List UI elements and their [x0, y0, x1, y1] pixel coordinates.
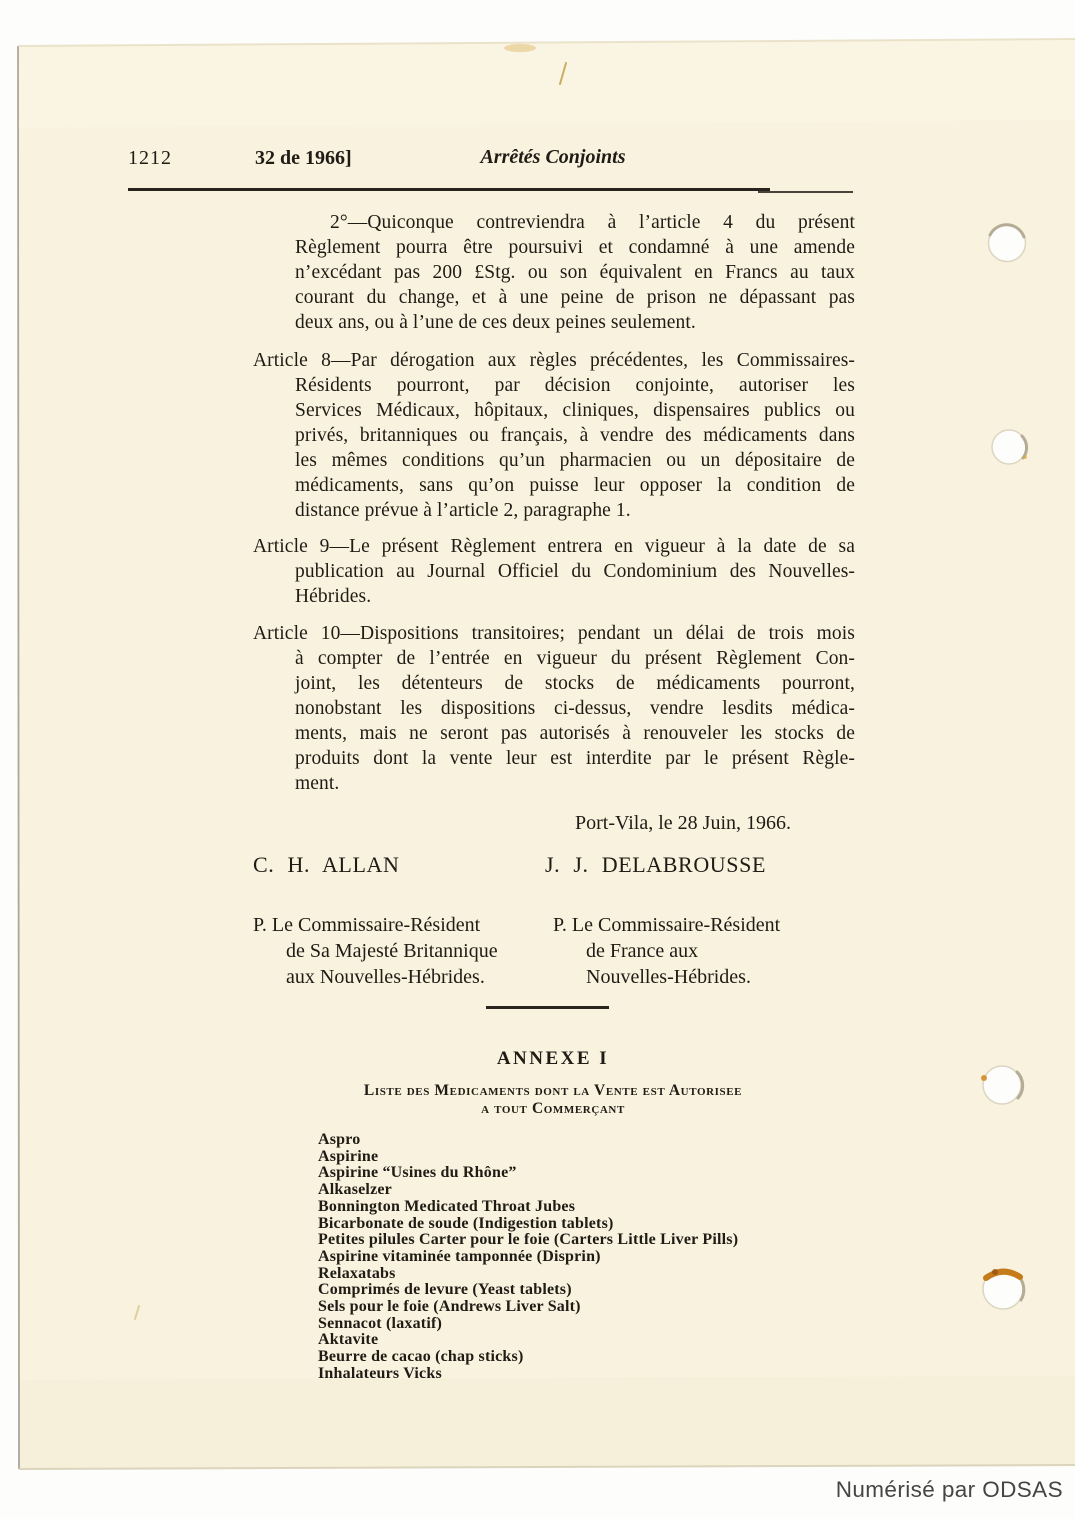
text-line: Article 10—Dispositions transitoires; pendant un délai de trois mois — [253, 623, 855, 644]
signatory-name-british: C. H. ALLAN — [253, 852, 400, 877]
text-line: deux ans, ou à l’une de ces deux peines seulement. — [295, 312, 696, 333]
signatory-title-british — [253, 912, 498, 990]
text-line: publication au Journal Officiel du Condominium des Nouvelles- — [295, 561, 855, 582]
text-line: P. Le Commissaire-Résident — [553, 914, 781, 936]
text-line: courant du change, et à une peine de prison ne dépassant pas — [295, 287, 855, 308]
text-line: aux Nouvelles-Hébrides. — [286, 966, 485, 988]
text-line: de Sa Majesté Britannique — [286, 940, 498, 962]
text-line: Beurre de cacao (chap sticks) — [318, 1348, 524, 1366]
medication-list — [318, 1132, 738, 1383]
text-line: Règlement pourra être poursuivi et condamné à une amende — [295, 237, 855, 258]
text-line: ments, mais ne seront pas autorisés à renouveler les stocks de — [295, 723, 855, 744]
text-line: Article 9—Le présent Règlement entrera en vigueur à la date de sa — [253, 536, 855, 557]
header-rule-tail — [758, 191, 853, 193]
text-line: Sels pour le foie (Andrews Liver Salt) — [318, 1298, 581, 1316]
header-rule — [128, 188, 770, 191]
text-line: ment. — [295, 773, 340, 794]
text-line: Aspirine “Usines du Rhône” — [318, 1164, 517, 1182]
annexe-heading: ANNEXE I — [496, 1048, 610, 1069]
text-line: Aspirine vitaminée tamponnée (Disprin) — [318, 1247, 601, 1265]
page-number: 1212 — [128, 147, 172, 169]
digitization-watermark: Numérisé par ODSAS — [835, 1477, 1063, 1502]
article-10-paragraph — [253, 621, 855, 796]
text-line: Inhalateurs Vicks — [318, 1364, 442, 1382]
text-line: privés, britanniques ou français, à vendre des médicaments dans — [295, 425, 855, 446]
text-line: médicaments, sans qu’on puisse leur opposer la condition de — [295, 475, 855, 496]
running-title: Arrêtés Conjoints — [480, 146, 626, 168]
section-divider — [486, 1006, 609, 1009]
text-line: Nouvelles-Hébrides. — [586, 966, 751, 988]
text-line: P. Le Commissaire-Résident — [253, 914, 481, 936]
penalty-paragraph — [253, 210, 855, 335]
text-line: produits dont la vente leur est interdite par le présent Règle- — [295, 748, 855, 769]
annexe-subtitle-line1: Liste des Medicaments dont la Vente est Autorisee — [363, 1082, 743, 1099]
place-and-date: Port-Vila, le 28 Juin, 1966. — [575, 812, 792, 834]
text-line: Alkaselzer — [318, 1181, 392, 1199]
text-line: Bonnington Medicated Throat Jubes — [318, 1197, 576, 1215]
text-line: Services Médicaux, hôpitaux, cliniques, dispensaires publics ou — [295, 400, 855, 421]
text-line: Résidents pourront, par décision conjointe, autoriser les — [295, 375, 855, 396]
signatory-title-french — [553, 912, 780, 990]
text-line: Bicarbonate de soude (Indigestion tablets) — [318, 1214, 614, 1232]
article-8-paragraph — [253, 348, 855, 523]
text-line: Aspro — [318, 1131, 361, 1148]
text-line: Relaxatabs — [318, 1264, 396, 1282]
text-line: Sennacot (laxatif) — [318, 1314, 443, 1332]
signatory-name-french: J. J. DELABROUSSE — [545, 852, 767, 877]
text-line: joint, les détenteurs de stocks de médicaments pourront, — [295, 673, 855, 694]
text-line: n’excédant pas 200 £Stg. ou son équivalent en Francs au taux — [295, 262, 855, 283]
text-line: Hébrides. — [295, 586, 372, 607]
issue-number: 32 de 1966] — [255, 147, 352, 169]
text-line: à compter de l’entrée en vigueur du présent Règlement Con- — [295, 648, 855, 669]
text-line: de France aux — [586, 940, 699, 962]
text-line: nonobstant les dispositions ci-dessus, vendre lesdits médica- — [295, 698, 855, 719]
article-9-paragraph — [253, 534, 855, 609]
annexe-subtitle-line2: a tout Commerçant — [481, 1100, 625, 1117]
text-line: 2°—Quiconque contreviendra à l’article 4 du présent — [330, 212, 855, 233]
text-line: Petites pilules Carter pour le foie (Carters Little Liver Pills) — [318, 1231, 739, 1249]
text-line: Aktavite — [318, 1331, 379, 1349]
text-line: Comprimés de levure (Yeast tablets) — [318, 1281, 572, 1299]
text-line: Aspirine — [318, 1147, 379, 1165]
text-line: les mêmes conditions qu’un pharmacien ou un dépositaire de — [295, 450, 855, 471]
text-line: Article 8—Par dérogation aux règles précédentes, les Commissaires- — [253, 350, 855, 371]
text-line: distance prévue à l’article 2, paragraphe 1. — [295, 500, 631, 521]
